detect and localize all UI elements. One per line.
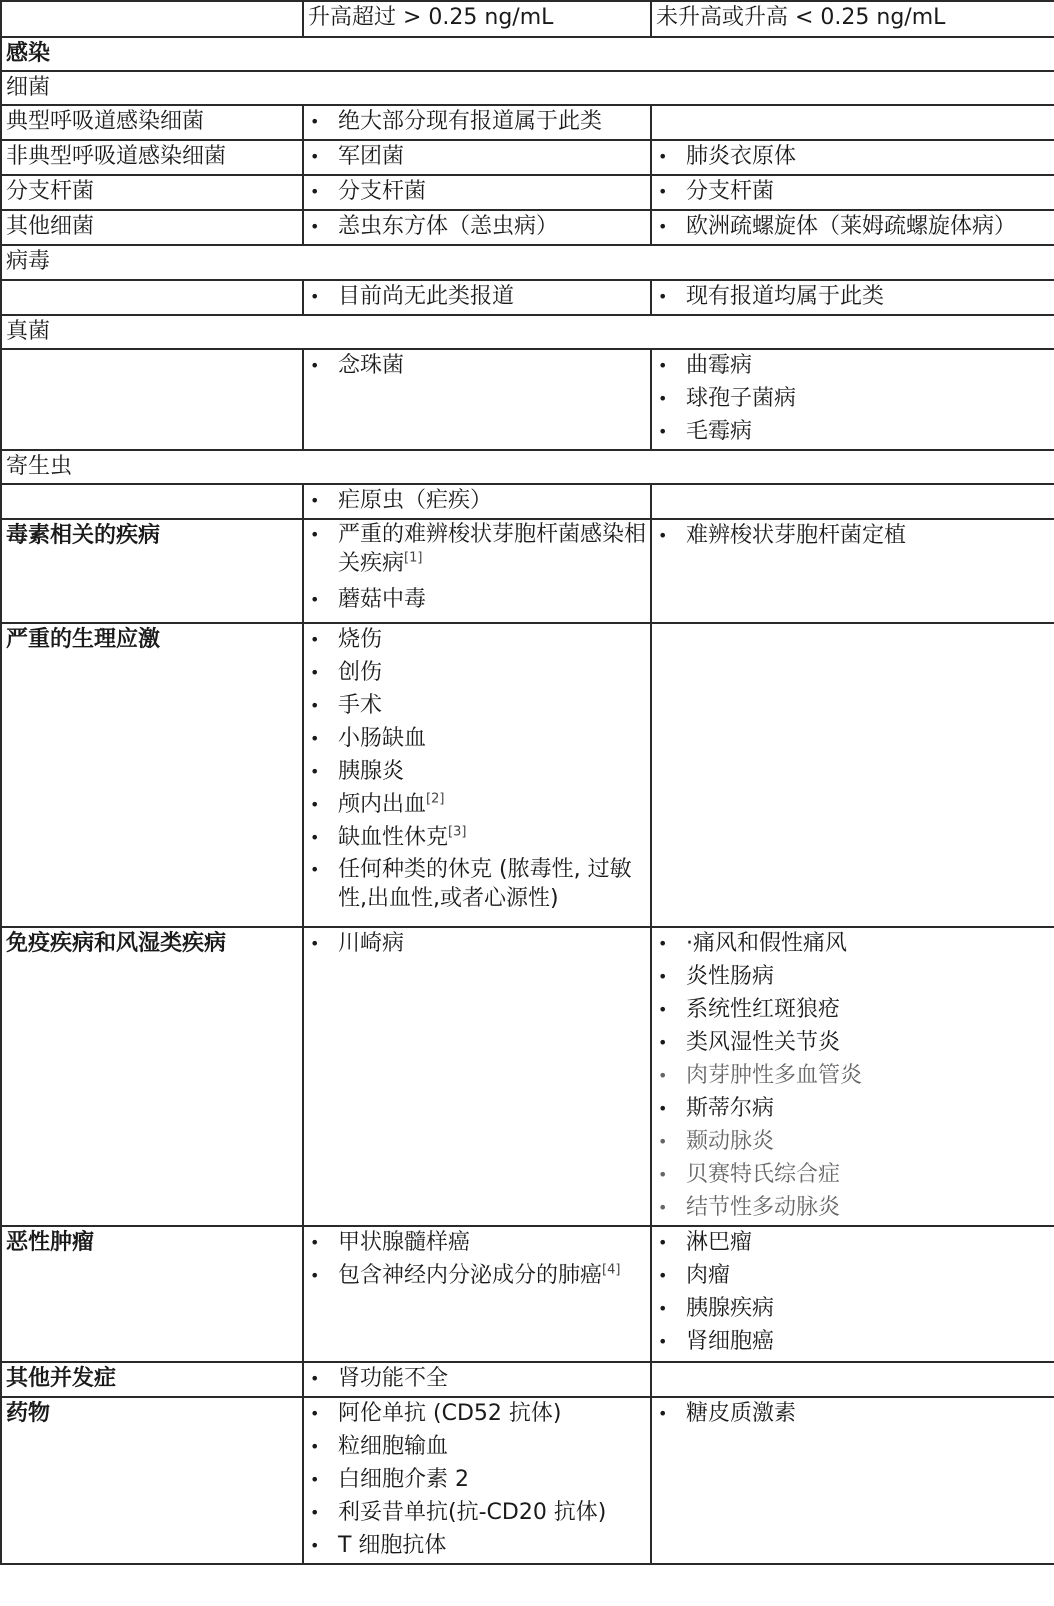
- list-item: • 目前尚无此类报道: [308, 281, 646, 312]
- low-cell: [651, 1362, 1054, 1397]
- list-item: • 烧伤: [308, 624, 646, 655]
- table-row: [1, 927, 1054, 1226]
- list-item: • 糖皮质激素: [656, 1398, 1050, 1429]
- section-row-infection: [1, 37, 1054, 71]
- list-item: • 白细胞介素 2: [308, 1464, 646, 1495]
- list-item: • 结节性多动脉炎: [656, 1192, 1050, 1223]
- list-item: • 系统性红斑狼疮: [656, 994, 1050, 1025]
- list-item: • ·痛风和假性痛风: [656, 928, 1050, 959]
- section-row-bacteria: [1, 71, 1054, 105]
- list-item: • 现有报道均属于此类: [656, 281, 1050, 312]
- table-row: [1, 484, 1054, 519]
- row-label: 恶性肿瘤: [1, 1226, 303, 1362]
- list-item: • 淋巴瘤: [656, 1227, 1050, 1258]
- list-item: [308, 789, 646, 820]
- table-row: [1, 140, 1054, 175]
- item-text: 缺血性休克: [338, 825, 449, 850]
- reference-mark: [3]: [448, 824, 467, 840]
- list-item: • 欧洲疏螺旋体（莱姆疏螺旋体病）: [656, 211, 1050, 242]
- low-cell: [651, 927, 1054, 1226]
- low-cell: [651, 349, 1054, 450]
- high-cell: [303, 484, 651, 519]
- list-item: • 手术: [308, 690, 646, 721]
- list-item: • 疟原虫（疟疾）: [308, 485, 646, 516]
- high-cell: [303, 927, 651, 1226]
- list-item: • 肉瘤: [656, 1260, 1050, 1291]
- row-label: 药物: [1, 1397, 303, 1564]
- row-label: 非典型呼吸道感染细菌: [1, 140, 303, 175]
- table-row: [1, 519, 1054, 623]
- header-col1: [1, 1, 303, 37]
- list-item: • 念珠菌: [308, 350, 646, 381]
- list-item: • 肾细胞癌: [656, 1326, 1050, 1357]
- list-item: • 斯蒂尔病: [656, 1093, 1050, 1124]
- table-row: [1, 623, 1054, 927]
- header-col3: 未升高或升高 < 0.25 ng/mL: [651, 1, 1054, 37]
- list-item: • 任何种类的休克 (脓毒性, 过敏性,出血性,或者心源性): [308, 855, 646, 913]
- list-item: • 蘑菇中毒: [308, 584, 646, 615]
- table-row: [1, 280, 1054, 315]
- list-item: • 创伤: [308, 657, 646, 688]
- section-bacteria: 细菌: [1, 71, 1054, 105]
- list-item: • 难辨梭状芽胞杆菌定植: [656, 520, 1050, 551]
- list-item: • 炎性肠病: [656, 961, 1050, 992]
- list-item: • 阿伦单抗 (CD52 抗体): [308, 1398, 646, 1429]
- list-item: • 小肠缺血: [308, 723, 646, 754]
- section-infection: 感染: [1, 37, 1054, 71]
- section-row-parasite: [1, 450, 1054, 484]
- list-item: • 肉芽肿性多血管炎: [656, 1060, 1050, 1091]
- table-row: [1, 175, 1054, 210]
- list-item: • 球孢子菌病: [656, 383, 1050, 414]
- item-text: 包含神经内分泌成分的肺癌: [338, 1263, 603, 1288]
- list-item: [308, 822, 646, 853]
- table-row: [1, 1362, 1054, 1397]
- high-cell: [303, 623, 651, 927]
- low-cell: [651, 484, 1054, 519]
- header-col2: 升高超过 > 0.25 ng/mL: [303, 1, 651, 37]
- low-cell: [651, 623, 1054, 927]
- section-row-fungi: [1, 315, 1054, 349]
- list-item: • 川崎病: [308, 928, 646, 959]
- table-row: [1, 210, 1054, 245]
- list-item: • 肾功能不全: [308, 1363, 646, 1394]
- high-cell: [303, 1362, 651, 1397]
- row-label: 严重的生理应激: [1, 623, 303, 927]
- list-item: • 胰腺疾病: [656, 1293, 1050, 1324]
- low-cell: [651, 1397, 1054, 1564]
- list-item: [308, 520, 646, 578]
- list-item: • 类风湿性关节炎: [656, 1027, 1050, 1058]
- list-item: • 贝赛特氏综合症: [656, 1159, 1050, 1190]
- row-label: [1, 484, 303, 519]
- list-item: [308, 1260, 646, 1291]
- table-row: [1, 349, 1054, 450]
- list-item: • 甲状腺髓样癌: [308, 1227, 646, 1258]
- list-item: • 利妥昔单抗(抗-CD20 抗体): [308, 1497, 646, 1528]
- reference-mark: [2]: [426, 791, 445, 807]
- list-item: • 肺炎衣原体: [656, 141, 1050, 172]
- low-cell: [651, 175, 1054, 210]
- table-row: [1, 1397, 1054, 1564]
- low-cell: [651, 140, 1054, 175]
- list-item: • 军团菌: [308, 141, 646, 172]
- list-item: • 分支杆菌: [308, 176, 646, 207]
- section-row-virus: [1, 245, 1054, 280]
- row-label: 其他并发症: [1, 1362, 303, 1397]
- list-item: • 颞动脉炎: [656, 1126, 1050, 1157]
- high-cell: [303, 519, 651, 623]
- row-label: 毒素相关的疾病: [1, 519, 303, 623]
- list-item: • 绝大部分现有报道属于此类: [308, 106, 646, 137]
- list-item: • 分支杆菌: [656, 176, 1050, 207]
- row-label: [1, 280, 303, 315]
- list-item: • 胰腺炎: [308, 756, 646, 787]
- section-fungi: 真菌: [1, 315, 1054, 349]
- low-cell: [651, 210, 1054, 245]
- row-label: 其他细菌: [1, 210, 303, 245]
- row-label: [1, 349, 303, 450]
- item-text: 颅内出血: [338, 792, 427, 817]
- low-cell: [651, 519, 1054, 623]
- row-label: 典型呼吸道感染细菌: [1, 105, 303, 140]
- list-item: • 粒细胞输血: [308, 1431, 646, 1462]
- low-cell: [651, 105, 1054, 140]
- list-item: • 毛霉病: [656, 416, 1050, 447]
- item-text: 严重的难辨梭状芽胞杆菌感染相关疾病: [338, 522, 647, 576]
- reference-mark: [4]: [602, 1262, 621, 1278]
- high-cell: [303, 175, 651, 210]
- high-cell: [303, 349, 651, 450]
- reference-mark: [1]: [404, 550, 423, 566]
- table-row: [1, 105, 1054, 140]
- table-row: [1, 1226, 1054, 1362]
- list-item: • 曲霉病: [656, 350, 1050, 381]
- high-cell: [303, 105, 651, 140]
- high-cell: [303, 140, 651, 175]
- low-cell: [651, 280, 1054, 315]
- list-item: • 恙虫东方体（恙虫病）: [308, 211, 646, 242]
- header-row: [1, 1, 1054, 37]
- high-cell: [303, 1397, 651, 1564]
- section-virus: 病毒: [1, 245, 1054, 280]
- high-cell: [303, 280, 651, 315]
- section-parasite: 寄生虫: [1, 450, 1054, 484]
- high-cell: [303, 210, 651, 245]
- high-cell: [303, 1226, 651, 1362]
- low-cell: [651, 1226, 1054, 1362]
- list-item: • T 细胞抗体: [308, 1530, 646, 1561]
- row-label: 分支杆菌: [1, 175, 303, 210]
- row-label: 免疫疾病和风湿类疾病: [1, 927, 303, 1226]
